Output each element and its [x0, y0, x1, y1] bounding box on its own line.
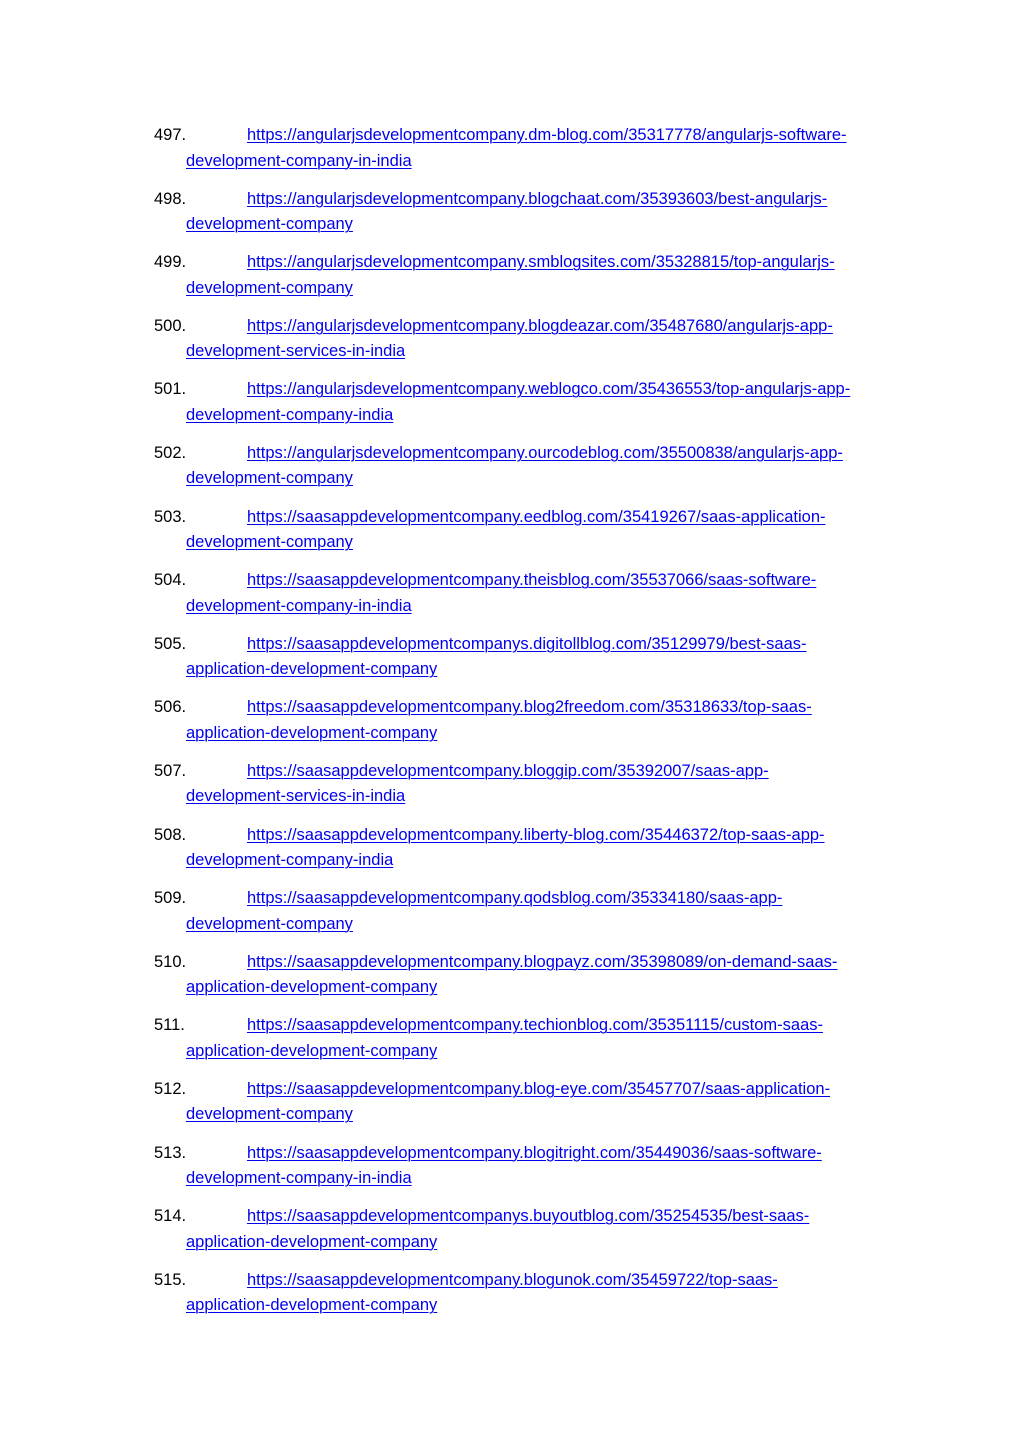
url-link[interactable]: https://angularjsdevelopmentcompany.dm-blog.com/35317778/angularjs-software- development-company-in-india	[186, 126, 847, 170]
list-item	[154, 1204, 914, 1268]
list-item	[154, 123, 914, 187]
list-item	[154, 1268, 914, 1332]
list-item	[154, 505, 914, 569]
url-link[interactable]: https://saasappdevelopmentcompany.qodsblog.com/35334180/saas-app- development-company	[186, 889, 783, 933]
url-link[interactable]: https://angularjsdevelopmentcompany.blogdeazar.com/35487680/angularjs-app- development-services-in-india	[186, 316, 833, 361]
list-item	[154, 695, 914, 759]
list-item	[154, 377, 914, 441]
url-link[interactable]: https://angularjsdevelopmentcompany.blogchaat.com/35393603/best-angularjs- development-company	[186, 189, 828, 234]
list-item	[154, 823, 914, 887]
item-number: 502.	[154, 443, 187, 462]
item-number: 501.	[154, 380, 187, 399]
url-link[interactable]: https://saasappdevelopmentcompany.blog-eye.com/35457707/saas-application- development-company	[186, 1079, 831, 1124]
item-number: 504.	[154, 571, 187, 590]
item-number: 507.	[154, 761, 187, 780]
list-item	[154, 950, 914, 1014]
item-number: 511.	[154, 1016, 185, 1035]
item-number: 503.	[154, 507, 187, 526]
url-link[interactable]: https://angularjsdevelopmentcompany.ourcodeblog.com/35500838/angularjs-app- development-company	[186, 443, 843, 488]
url-link[interactable]: https://saasappdevelopmentcompany.blogpayz.com/35398089/on-demand-saas- application-development-company	[186, 952, 838, 997]
item-number: 497.	[154, 126, 187, 144]
url-list	[154, 123, 914, 1331]
item-number: 506.	[154, 698, 187, 717]
item-number: 499.	[154, 253, 187, 272]
item-number: 512.	[154, 1079, 187, 1098]
url-link[interactable]: https://saasappdevelopmentcompany.bloggip.com/35392007/saas-app- development-services-in-india	[186, 761, 769, 806]
url-link[interactable]: https://angularjsdevelopmentcompany.weblogco.com/35436553/top-angularjs-app- development-company-india	[186, 380, 851, 424]
list-item	[154, 886, 914, 950]
item-number: 514.	[154, 1207, 187, 1226]
url-link[interactable]: https://saasappdevelopmentcompany.theisblog.com/35537066/saas-software- development-company-in-india	[186, 571, 817, 615]
url-link[interactable]: https://saasappdevelopmentcompanys.buyoutblog.com/35254535/best-saas- application-development-company	[186, 1207, 810, 1251]
url-link[interactable]: https://angularjsdevelopmentcompany.smblogsites.com/35328815/top-angularjs- development-company	[186, 253, 835, 297]
url-link[interactable]: https://saasappdevelopmentcompany.liberty-blog.com/35446372/top-saas-app- development-company-india	[186, 825, 825, 870]
list-item	[154, 187, 914, 251]
item-number: 515.	[154, 1270, 187, 1289]
item-number: 508.	[154, 825, 187, 844]
list-item	[154, 632, 914, 696]
url-link[interactable]: https://saasappdevelopmentcompany.blogunok.com/35459722/top-saas- application-development-company	[186, 1270, 778, 1315]
item-number: 513.	[154, 1143, 187, 1162]
list-item	[154, 1013, 914, 1077]
item-number: 498.	[154, 189, 187, 208]
list-item	[154, 441, 914, 505]
list-item	[154, 568, 914, 632]
list-item	[154, 250, 914, 314]
url-link[interactable]: https://saasappdevelopmentcompany.blog2freedom.com/35318633/top-saas- application-development-company	[186, 698, 812, 742]
item-number: 510.	[154, 952, 187, 971]
url-link[interactable]: https://saasappdevelopmentcompanys.digitollblog.com/35129979/best-saas- application-development-company	[186, 634, 807, 679]
list-item	[154, 759, 914, 823]
url-link[interactable]: https://saasappdevelopmentcompany.blogitright.com/35449036/saas-software- development-company-in-india	[186, 1143, 822, 1187]
list-item	[154, 1077, 914, 1141]
item-number: 505.	[154, 634, 187, 653]
list-item	[154, 1141, 914, 1205]
url-link[interactable]: https://saasappdevelopmentcompany.eedblog.com/35419267/saas-application- development-company	[186, 507, 826, 552]
list-item	[154, 314, 914, 378]
url-link[interactable]: https://saasappdevelopmentcompany.techionblog.com/35351115/custom-saas- application-development-company	[186, 1016, 824, 1060]
item-number: 509.	[154, 889, 187, 908]
item-number: 500.	[154, 316, 187, 335]
